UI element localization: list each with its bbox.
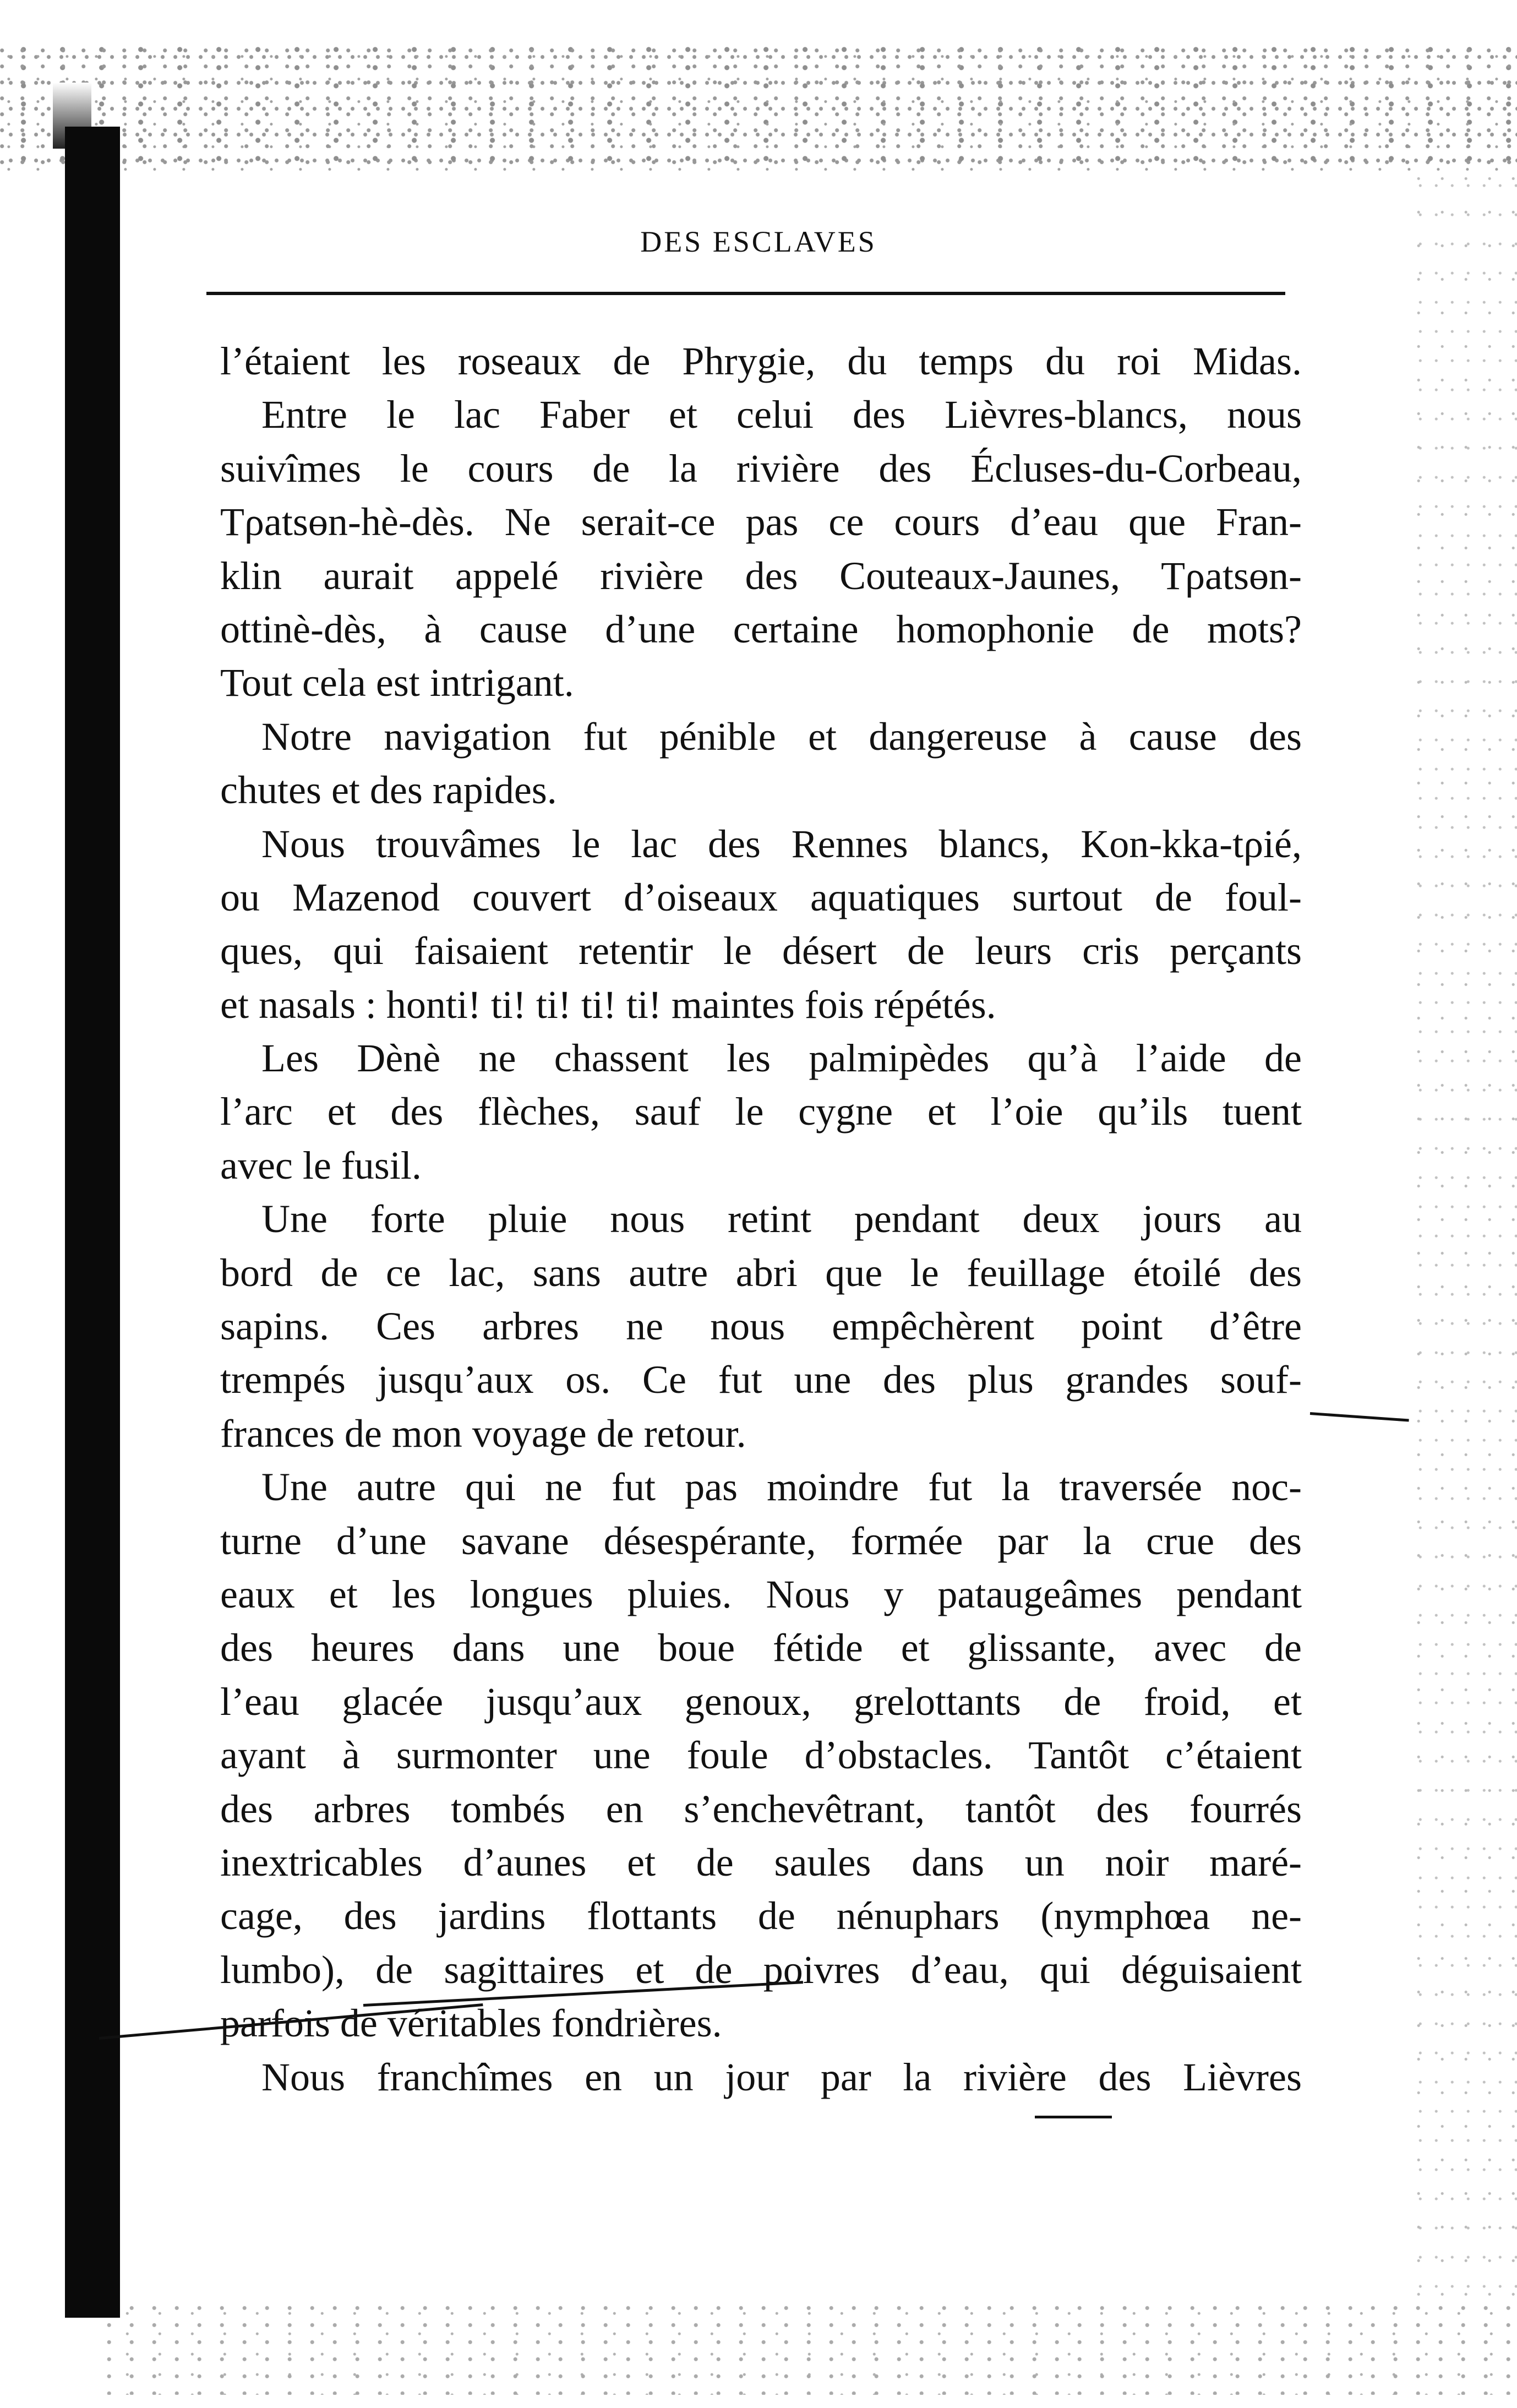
text-line: ottinè-dès, à cause d’une certaine homophonie de mots? (220, 607, 1302, 651)
text-line: trempés jusqu’aux os. Ce fut une des plus grandes souf- (220, 1358, 1302, 1402)
text-line: suivîmes le cours de la rivière des Écluses-du-Corbeau, (220, 446, 1302, 491)
scan-noise-bottom (105, 2301, 1517, 2395)
text-line: Une autre qui ne fut pas moindre fut la traversée noc- (261, 1465, 1302, 1510)
text-line: eaux et les longues pluies. Nous y pataugeâmes pendant (220, 1572, 1302, 1616)
running-head: DES ESCLAVES (640, 225, 877, 258)
pencil-mark (1035, 2116, 1112, 2118)
text-line: Les Dènè ne chassent les palmipèdes qu’à l’aide de (261, 1036, 1302, 1081)
text-line: Entre le lac Faber et celui des Lièvres-blancs, nous (261, 393, 1302, 437)
text-line: inextricables d’aunes et de saules dans un noir maré- (220, 1840, 1302, 1884)
text-line: Tout cela est intrigant. (220, 661, 574, 705)
text-line: frances de mon voyage de retour. (220, 1411, 746, 1456)
text-line: lumbo), de sagittaires et de poivres d’eau, qui déguisaient (220, 1947, 1302, 1992)
text-line: et nasals : honti! ti! ti! ti! ti! maintes fois répétés. (220, 982, 996, 1027)
text-line: klin aurait appelé rivière des Couteaux-Jaunes, Tρatsөn- (220, 553, 1302, 598)
text-line: l’eau glacée jusqu’aux genoux, grelottants de froid, et (220, 1679, 1302, 1724)
header-rule (206, 292, 1285, 295)
text-line: l’étaient les roseaux de Phrygie, du temps du roi Midas. (220, 339, 1302, 383)
text-line: ou Mazenod couvert d’oiseaux aquatiques surtout de foul- (220, 875, 1302, 919)
text-line: Une forte pluie nous retint pendant deux jours au (261, 1197, 1302, 1241)
scan-noise-top (0, 44, 1517, 171)
pencil-mark (1310, 1412, 1409, 1422)
text-line: parfois de véritables fondrières. (220, 2001, 722, 2046)
text-line: l’arc et des flèches, sauf le cygne et l’oie qu’ils tuent (220, 1089, 1302, 1134)
binding-bar (65, 127, 120, 2318)
text-line: avec le fusil. (220, 1143, 422, 1187)
text-line: cage, des jardins flottants de nénuphars (nymphœa ne- (220, 1894, 1302, 1938)
text-line: bord de ce lac, sans autre abri que le feuillage étoilé des (220, 1250, 1302, 1295)
scan-noise-right (1409, 165, 1517, 2312)
text-line: Tρatsөn-hè-dès. Ne serait-ce pas ce cours d’eau que Fran- (220, 500, 1302, 544)
text-line: des heures dans une boue fétide et glissante, avec de (220, 1626, 1302, 1670)
text-line: turne d’une savane désespérante, formée par la crue des (220, 1518, 1302, 1563)
text-line: ayant à surmonter une foule d’obstacles. Tantôt c’étaient (220, 1733, 1302, 1778)
text-line: sapins. Ces arbres ne nous empêchèrent point d’être (220, 1304, 1302, 1349)
text-line: Notre navigation fut pénible et dangereuse à cause des (261, 714, 1302, 759)
body-text (220, 335, 1302, 2104)
text-line: chutes et des rapides. (220, 768, 557, 813)
text-line: ques, qui faisaient retentir le désert de leurs cris perçants (220, 929, 1302, 973)
text-line: des arbres tombés en s’enchevêtrant, tantôt des fourrés (220, 1786, 1302, 1831)
text-line: Nous trouvâmes le lac des Rennes blancs, Kon-kka-tρié, (261, 821, 1302, 866)
text-line: Nous franchîmes en un jour par la rivière des Lièvres (261, 2055, 1302, 2099)
